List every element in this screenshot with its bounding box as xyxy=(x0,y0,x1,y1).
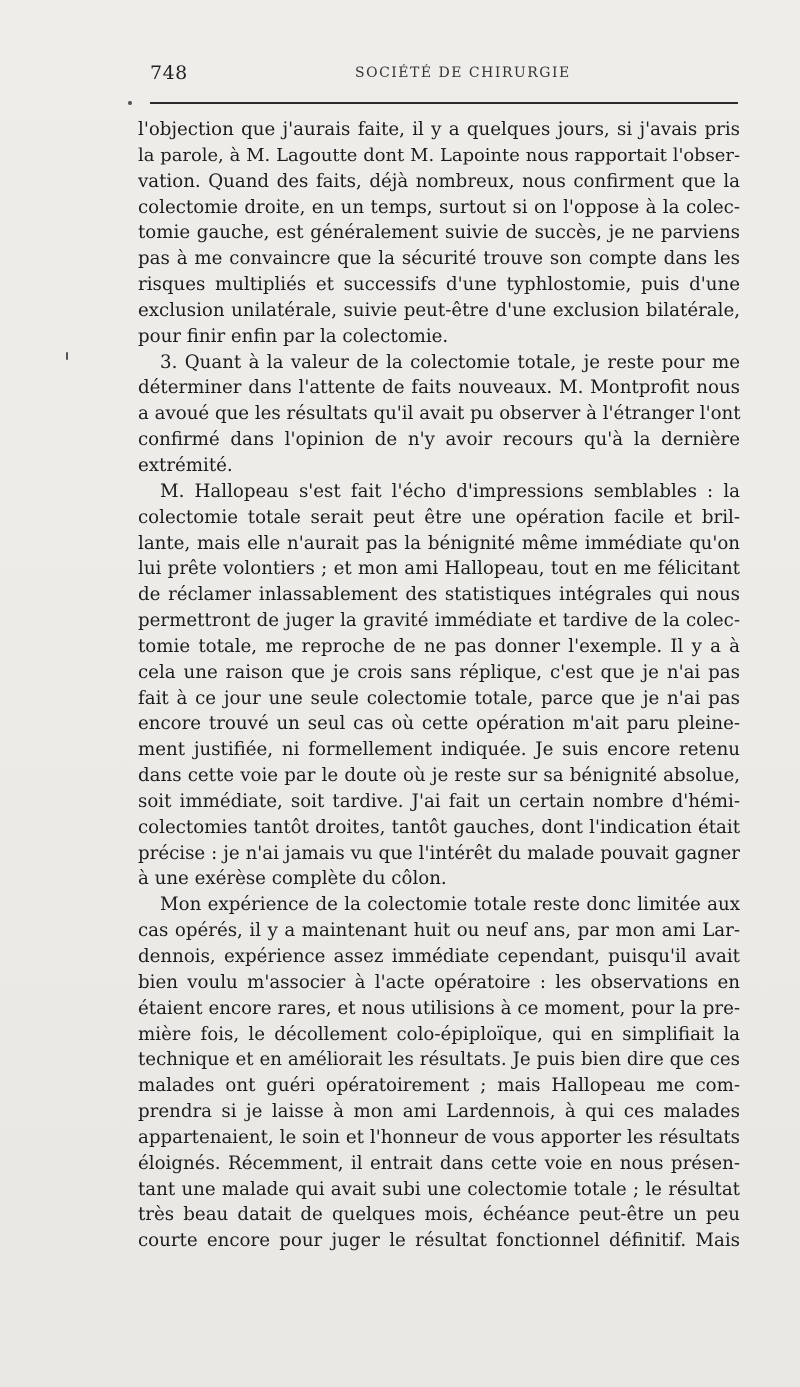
text-line: la parole, à M. Lagoutte dont M. Lapointe nous rapportait l'obser- xyxy=(138,144,740,166)
text-line: éloignés. Récemment, il entrait dans cette voie en nous présen- xyxy=(138,1152,740,1174)
text-line: ment justifiée, ni formellement indiquée. Je suis encore retenu xyxy=(138,739,740,761)
text-line: précise : je n'ai jamais vu que l'intérêt du malade pouvait gagner xyxy=(138,842,740,864)
text-line: de réclamer inlassablement des statistiques intégrales qui nous xyxy=(138,584,740,606)
text-line: Mon expérience de la colectomie totale reste donc limitée aux xyxy=(160,894,740,916)
text-line: encore trouvé un seul cas où cette opération m'ait paru pleine- xyxy=(138,713,740,735)
text-line: fait à ce jour une seule colectomie totale, parce que je n'ai pas xyxy=(138,687,740,709)
text-line: dennois, expérience assez immédiate cependant, puisqu'il avait xyxy=(138,946,740,967)
text-line: appartenaient, le soin et l'honneur de vous apporter les résultats xyxy=(138,1126,740,1148)
page-number: 748 xyxy=(150,62,188,84)
text-line: M. Hallopeau s'est fait l'écho d'impressions semblables : la xyxy=(160,480,740,502)
text-line: risques multipliés et successifs d'une typhlostomie, puis d'une xyxy=(138,274,740,296)
text-line: pas à me convaincre que la sécurité trouve son compte dans les xyxy=(138,248,740,270)
text-line: courte encore pour juger le résultat fonctionnel définitif. Mais xyxy=(138,1230,740,1252)
text-line: confirmé dans l'opinion de n'y avoir recours qu'à la dernière xyxy=(138,429,740,451)
text-line: dans cette voie par le doute où je reste sur sa bénignité absolue, xyxy=(138,765,740,787)
text-line: bien voulu m'associer à l'acte opératoire : les observations en xyxy=(138,971,740,993)
text-line: prendra si je laisse à mon ami Lardennois, à qui ces malades xyxy=(138,1101,740,1123)
text-line: mière fois, le décollement colo-épiploïque, qui en simplifiait la xyxy=(138,1023,740,1045)
header-rule xyxy=(150,102,738,104)
text-line: colectomies tantôt droites, tantôt gauches, dont l'indication était xyxy=(138,816,740,838)
body-text xyxy=(138,117,740,1254)
ink-speck xyxy=(128,101,132,105)
text-line: a avoué que les résultats qu'il avait pu observer à l'étranger l'ont xyxy=(138,403,741,425)
page-header xyxy=(150,62,740,86)
text-line: cas opérés, il y a maintenant huit ou neuf ans, par mon ami Lar- xyxy=(138,920,740,942)
ink-speck xyxy=(66,352,68,360)
text-line: tomie totale, me reproche de ne pas donner l'exemple. Il y a à xyxy=(138,635,740,657)
text-line: vation. Quand des faits, déjà nombreux, nous confirment que la xyxy=(138,170,740,192)
text-line: colectomie totale serait peut être une opération facile et bril- xyxy=(138,506,740,528)
text-line: lui prête volontiers ; et mon ami Hallopeau, tout en me félicitant xyxy=(138,558,740,580)
text-line: permettront de juger la gravité immédiate et tardive de la colec- xyxy=(138,610,740,632)
text-line: tomie gauche, est généralement suivie de succès, je ne parviens xyxy=(138,222,740,244)
text-line: pour finir enfin par la colectomie. xyxy=(138,325,449,347)
text-line: tant une malade qui avait subi une colectomie totale ; le résultat xyxy=(138,1178,740,1200)
text-line: exclusion unilatérale, suivie peut-être d'une exclusion bilatérale, xyxy=(138,299,740,321)
text-line: très beau datait de quelques mois, échéance peut-être un peu xyxy=(138,1204,740,1226)
text-line: déterminer dans l'attente de faits nouveaux. M. Montprofit nous xyxy=(138,377,740,399)
text-line: cela une raison que je crois sans réplique, c'est que je n'ai pas xyxy=(138,661,740,683)
text-line: technique et en améliorait les résultats. Je puis bien dire que ces xyxy=(138,1049,740,1071)
text-line: étaient encore rares, et nous utilisions à ce moment, pour la pre- xyxy=(138,997,740,1019)
text-line: 3. Quant à la valeur de la colectomie totale, je reste pour me xyxy=(160,351,740,373)
text-line: colectomie droite, en un temps, surtout si on l'oppose à la colec- xyxy=(138,196,740,218)
text-line: soit immédiate, soit tardive. J'ai fait un certain nombre d'hémi- xyxy=(138,790,740,812)
text-line: malades ont guéri opératoirement ; mais Hallopeau me com- xyxy=(138,1075,740,1097)
text-line: l'objection que j'aurais faite, il y a quelques jours, si j'avais pris xyxy=(138,119,740,140)
text-line: lante, mais elle n'aurait pas la bénignité même immédiate qu'on xyxy=(138,532,740,554)
running-head: SOCIÉTÉ DE CHIRURGIE xyxy=(355,65,571,81)
text-line: extrémité. xyxy=(138,454,233,476)
text-line: à une exérèse complète du côlon. xyxy=(138,868,447,890)
